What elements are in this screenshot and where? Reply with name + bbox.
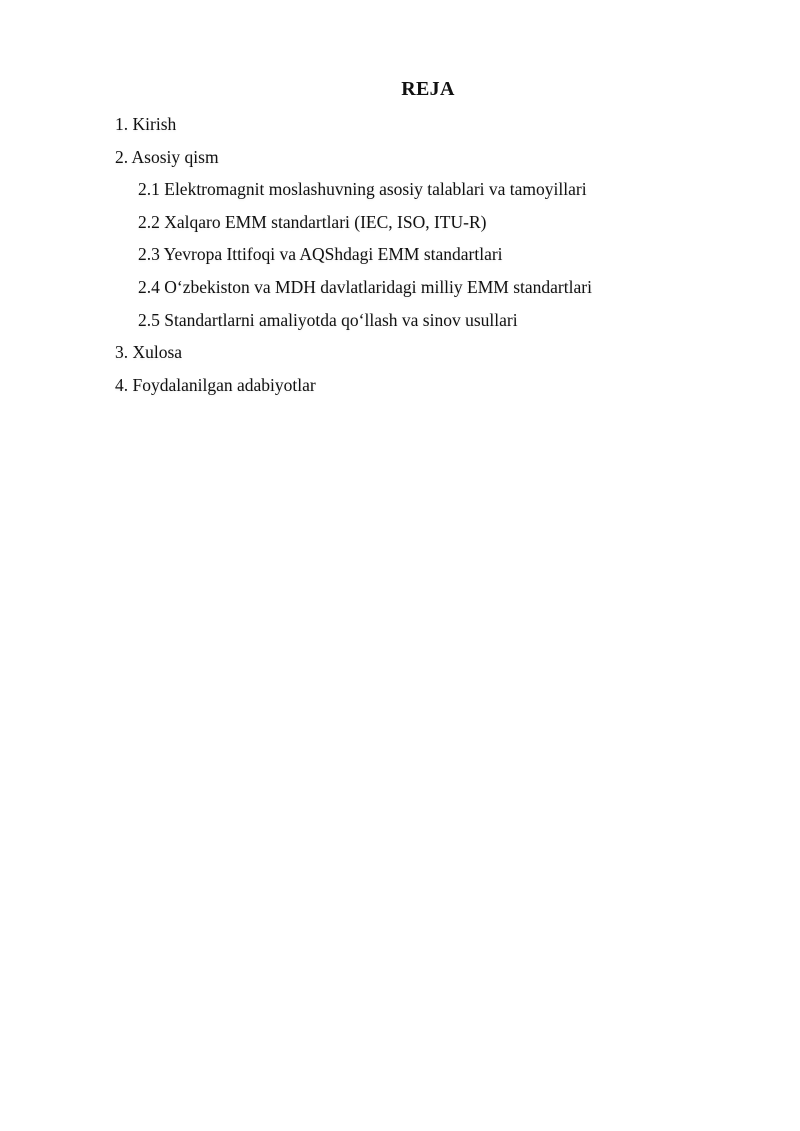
toc-item-xulosa: 3. Xulosa <box>115 342 183 363</box>
toc-item-adabiyotlar: 4. Foydalanilgan adabiyotlar <box>115 374 316 395</box>
toc-item-2-1: 2.1 Elektromagnit moslashuvning asosiy talablari va tamoyillari <box>138 179 587 200</box>
toc-item-2-2: 2.2 Xalqaro EMM standartlari (IEC, ISO, ITU-R) <box>138 211 487 232</box>
table-of-contents <box>115 114 592 407</box>
toc-item-2-3: 2.3 Yevropa Ittifoqi va AQShdagi EMM standartlari <box>138 244 503 265</box>
toc-item-2-5: 2.5 Standartlarni amaliyotda qo‘llash va sinov usullari <box>138 309 518 330</box>
toc-item-asosiy-qism: 2. Asosiy qism <box>115 146 219 167</box>
toc-item-2-4: 2.4 O‘zbekiston va MDH davlatlaridagi milliy EMM standartlari <box>138 276 592 297</box>
page-title: REJA <box>401 78 455 100</box>
toc-item-kirish: 1. Kirish <box>115 114 177 134</box>
